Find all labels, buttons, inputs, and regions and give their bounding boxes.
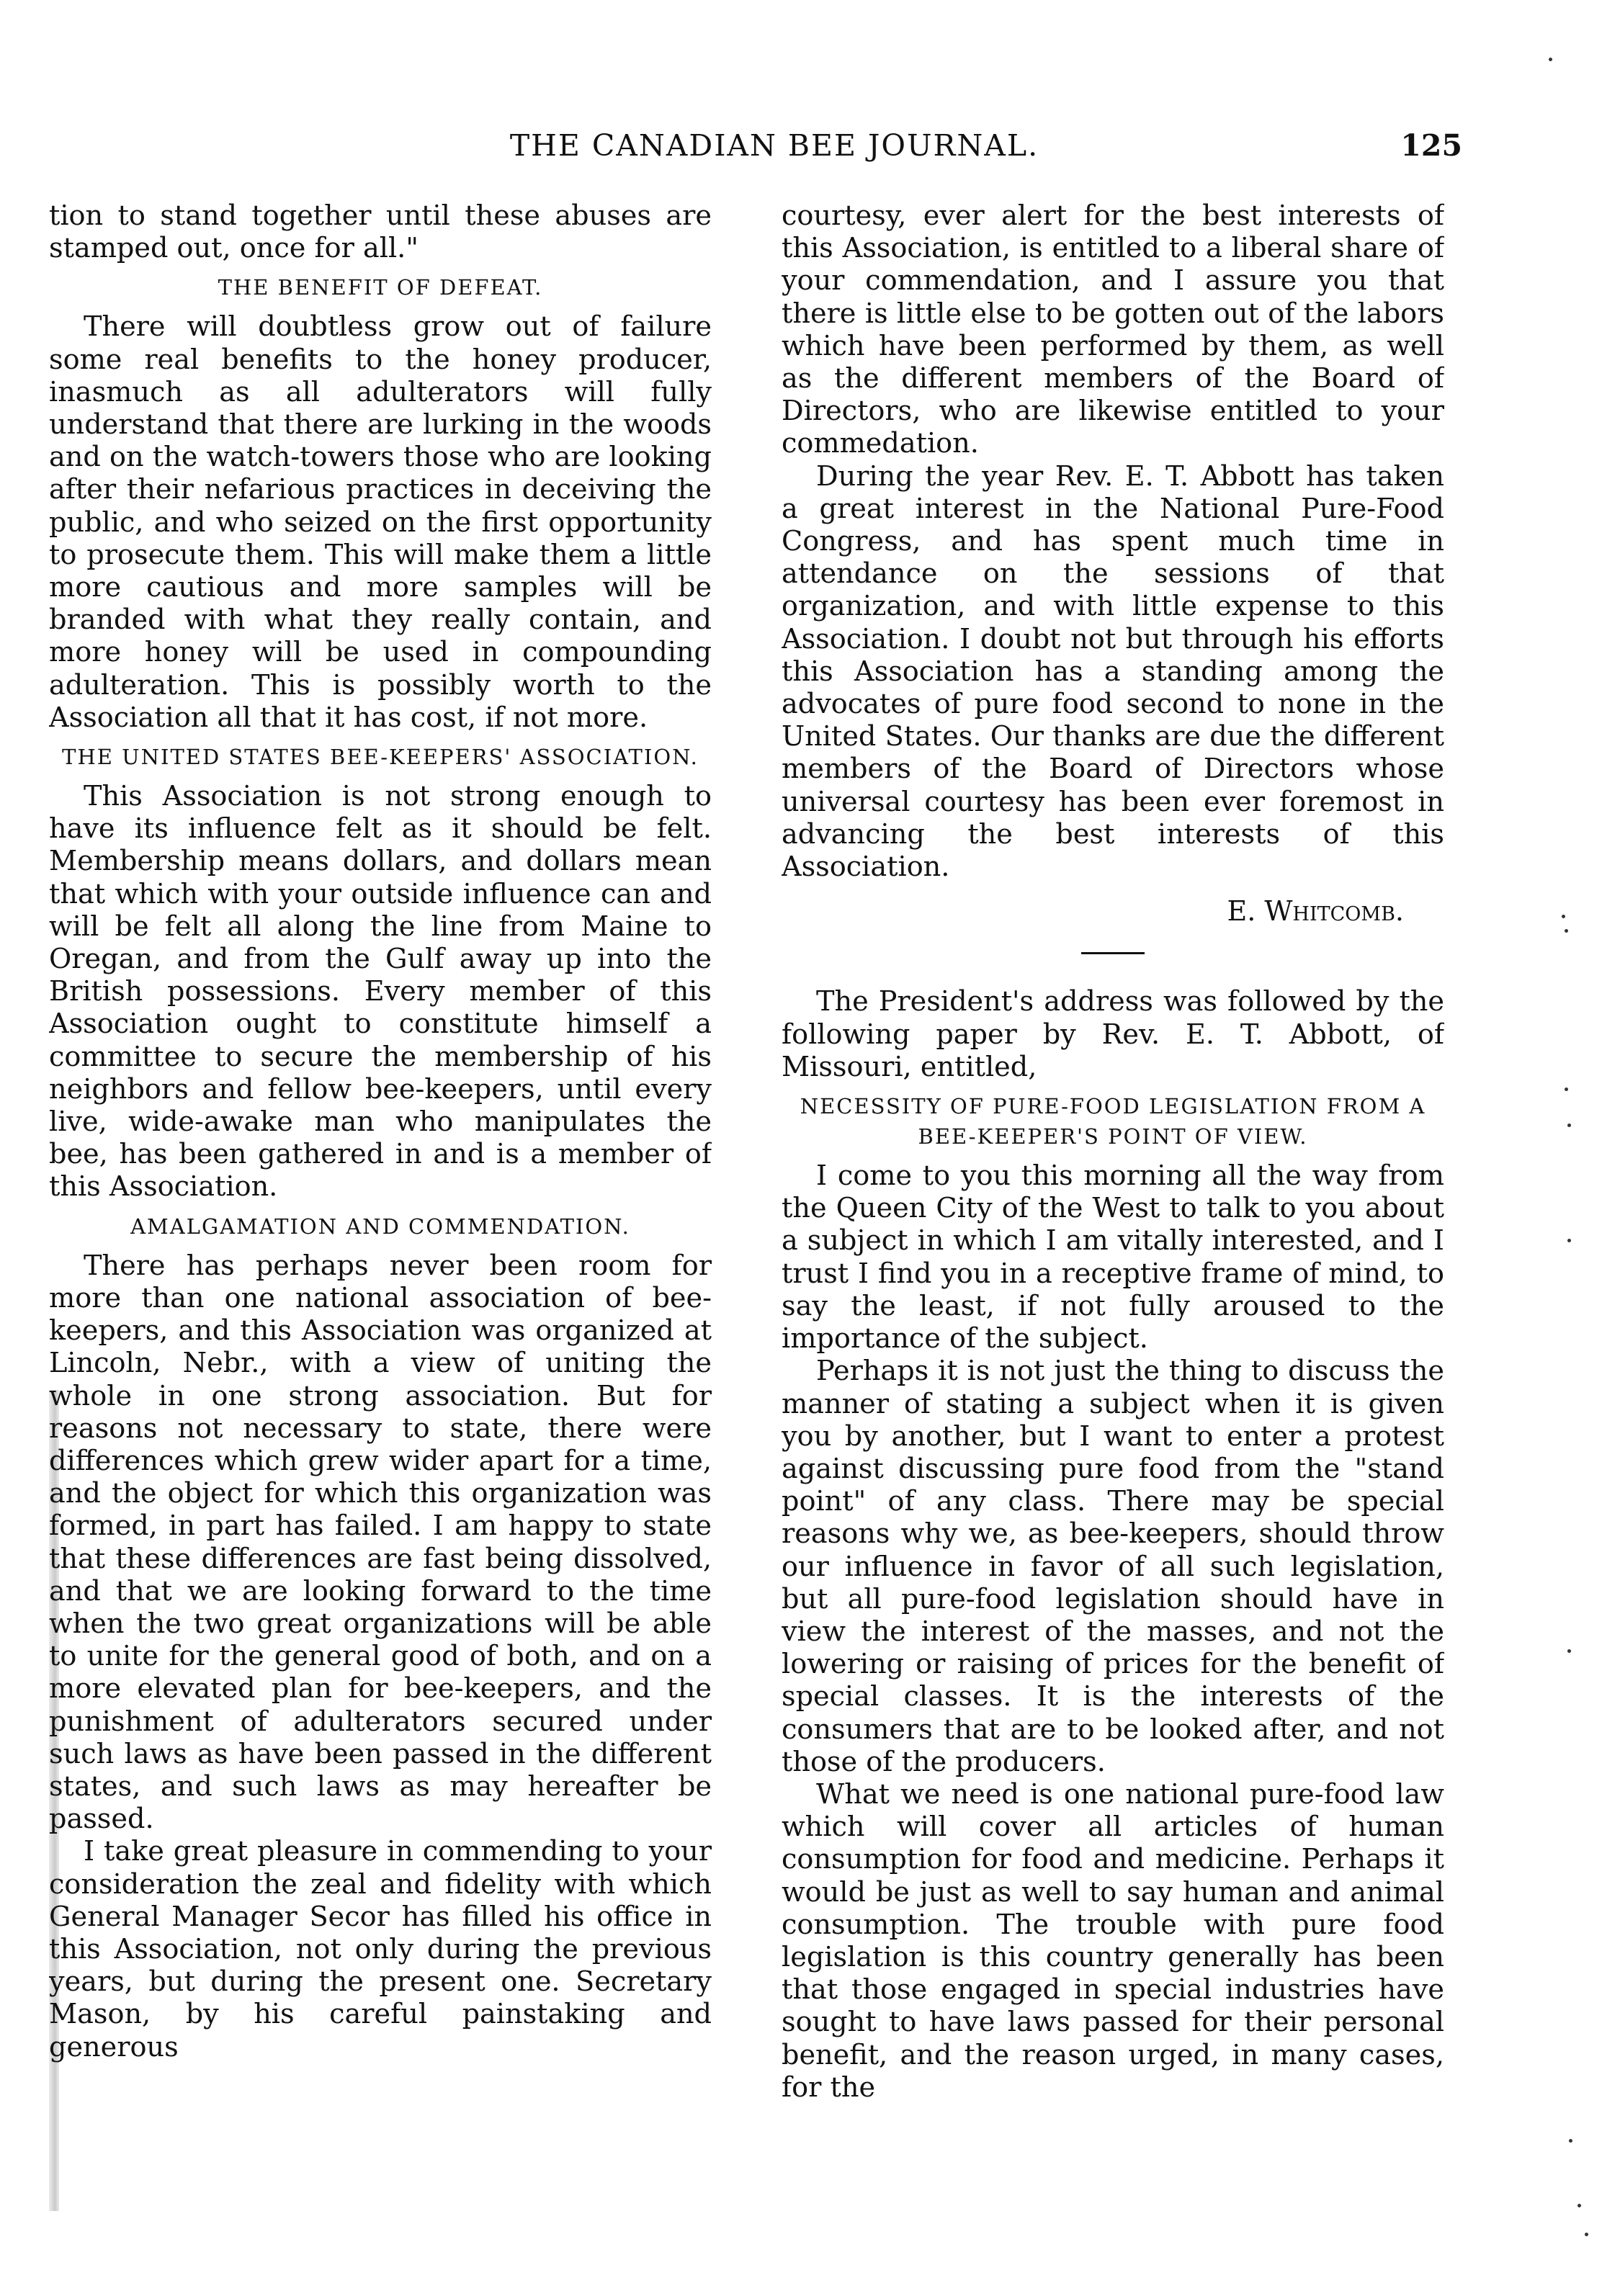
scan-speck — [1567, 1124, 1571, 1127]
scan-speck — [1578, 2204, 1581, 2207]
section-heading-benefit-of-defeat: THE BENEFIT OF DEFEAT. — [218, 275, 543, 300]
scan-speck — [1565, 929, 1568, 933]
page-header — [86, 124, 1462, 167]
scan-speck — [1549, 58, 1552, 61]
paragraph: tion to stand together until these abuses are stamped out, once for all." — [49, 200, 712, 265]
paragraph: The President's address was followed by the following paper by Rev. E. T. Abbott, of Missouri, entitled, — [782, 986, 1444, 1083]
paragraph: There has perhaps never been room for more than one national association of bee-keepers, and this Association was organized at Lincoln, Nebr., with a view of uniting the whole in one strong association. But for reasons not necessary to state, there were differences which grew wider apart for a time, and the object for which this organization was formed, in part has failed. I am happy to state that these differences are fast being dissolved, and that we are looking forward to the time when the two great organizations will be able to unite for the general good of both, and on a more elevated plan for bee-keepers, and the punishment of adulterators secured under such laws as have been passed in the different states, and such laws as may hereafter be passed. — [49, 1250, 712, 1836]
paragraph: What we need is one national pure-food law which will cover all articles of human consumption for food and medicine. Perhaps it would be just as well to say human and animal consumption. The trouble with pure food legislation is this country generally has been that those engaged in special industries have sought to have laws passed for their personal benefit, and the reason urged, in many cases, for the — [782, 1778, 1444, 2104]
paragraph: During the year Rev. E. T. Abbott has taken a great interest in the National Pure-Food Congress, and has spent much time in attendance on the sessions of that organization, and with little expense to this Association. I doubt not but through his efforts this Association has a standing among the advocates of pure food second to none in the United States. Our thanks are due the different members of the Board of Directors whose universal courtesy has been ever foremost in advancing the best interests of this Association. — [782, 460, 1444, 884]
section-heading-united-states-association: THE UNITED STATES BEE-KEEPERS' ASSOCIATION. — [62, 745, 699, 770]
signature-byline: E. Whitcomb. — [1227, 895, 1404, 928]
paragraph: There will doubtless grow out of failure some real benefits to the honey producer, inasmuch as all adulterators will fully understand that there are lurking in the woods and on the watch-towers those who are looking after their nefarious practices in deceiving the public, and who seized on the first opportunity to prosecute them. This will make them a little more cautious and more samples will be branded with what they really contain, and more honey will be used in compounding adulteration. This is possibly worth to the Association all that it has cost, if not more. — [49, 311, 712, 734]
section-heading-amalgamation: AMALGAMATION AND COMMENDATION. — [130, 1214, 630, 1239]
left-column — [49, 200, 712, 2274]
paragraph: I come to you this morning all the way from the Queen City of the West to talk to you about a subject in which I am vitally interested, and I trust I find you in a receptive frame of mind, to say the least, if not fully aroused to the importance of the subject. — [782, 1160, 1444, 1355]
scan-speck — [1562, 915, 1565, 918]
paragraph: I take great pleasure in commending to your consideration the zeal and fidelity with which General Manager Secor has filled his office in this Association, not only during the previous years, but during the present one. Secretary Mason, by his careful painstaking and generous — [49, 1836, 712, 2063]
paragraph: Perhaps it is not just the thing to discuss the manner of stating a subject when it is given you by another, but I want to enter a protest against discussing pure food from the "stand point" of any class. There may be special reasons why we, as bee-keepers, should throw our influence in favor of all such legislation, but all pure-food legislation should have in view the interest of the masses, and not the lowering or raising of prices for the benefit of special classes. It is the interests of the consumers that are to be looked after, and not those of the producers. — [782, 1355, 1444, 1778]
section-divider — [1081, 952, 1145, 954]
journal-title: THE CANADIAN BEE JOURNAL. — [509, 128, 1039, 163]
scan-speck — [1567, 1239, 1571, 1242]
right-column — [782, 200, 1444, 2274]
paragraph: courtesy, ever alert for the best interests of this Association, is entitled to a liberal share of your commendation, and I assure you that there is little else to be gotten out of the labors which have been performed by them, as well as the different members of the Board of Directors, who are likewise entitled to your commedation. — [782, 200, 1444, 460]
scan-speck — [1569, 2139, 1572, 2143]
scan-speck — [1567, 1649, 1571, 1653]
section-heading-necessity-of-legislation: NECESSITY OF PURE-FOOD LEGISLATION FROM A BEE-KEEPER'S POINT OF VIEW. — [800, 1094, 1426, 1149]
scan-speck — [1565, 1088, 1568, 1091]
paragraph: This Association is not strong enough to have its influence felt as it should be felt. Membership means dollars, and dollars mean that which with your outside influence can and will be felt all along the line from Maine to Oregan, and from the Gulf away up into the British possessions. Every member of this Association ought to constitute himself a committee to secure the membership of his neighbors and fellow bee-keepers, until every live, wide-awake man who manipulates the bee, has been gathered in and is a member of this Association. — [49, 781, 712, 1203]
page-number: 125 — [1400, 128, 1462, 163]
scan-speck — [1585, 2233, 1588, 2236]
